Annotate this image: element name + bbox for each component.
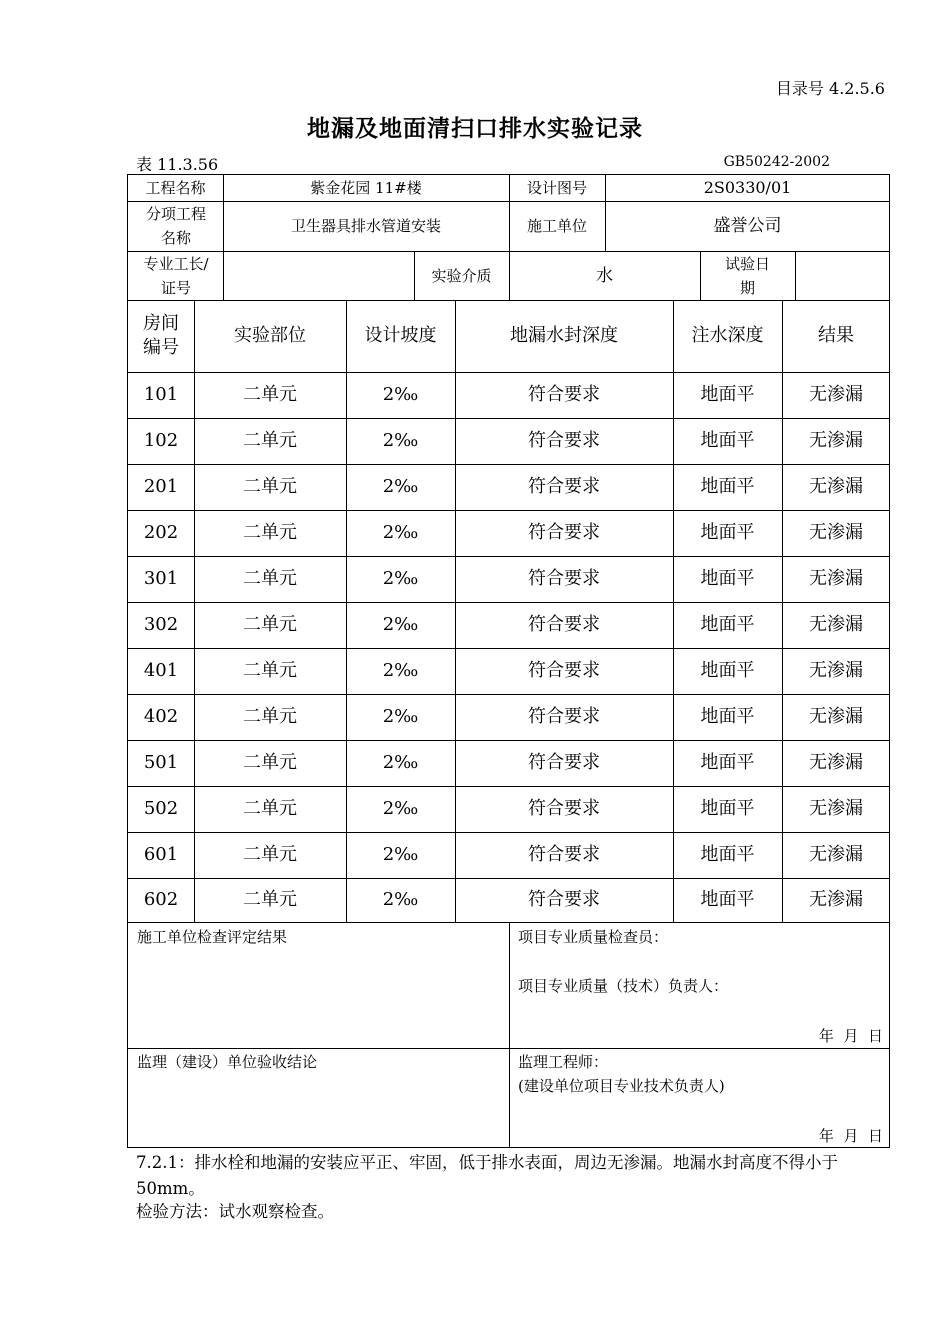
water-depth: 地面平 [700,706,755,727]
water-depth: 地面平 [700,568,755,589]
test-date-value [795,251,890,300]
col-room-number: 房间编号 [143,313,179,358]
supervision-label: 监理（建设）单位验收结论 [137,1053,318,1071]
standard-code: GB50242-2002 [723,154,830,170]
project-name-label: 工程名称 [145,179,206,197]
water-depth: 地面平 [700,844,755,865]
result: 无渗漏 [809,844,863,865]
design-drawing-value: 2S0330/01 [703,178,792,197]
test-part: 二单元 [243,798,297,819]
table-row [128,740,890,786]
seal-depth: 符合要求 [528,430,600,451]
test-medium-value: 水 [596,265,613,286]
catalog-number: 目录号 4.2.5.6 [775,79,885,98]
seal-depth: 符合要求 [528,660,600,681]
test-part: 二单元 [243,384,297,405]
table-row [128,464,890,510]
table-row [128,372,890,418]
test-part: 二单元 [243,614,297,635]
table-row [128,418,890,464]
seal-depth: 符合要求 [528,706,600,727]
room-number: 301 [143,568,179,589]
room-number: 502 [143,798,179,819]
test-part: 二单元 [243,752,297,773]
room-number: 102 [143,430,179,451]
design-slope: 2‰ [382,706,419,727]
seal-depth: 符合要求 [528,798,600,819]
seal-depth: 符合要求 [528,844,600,865]
foreman-value [223,251,414,300]
design-slope: 2‰ [382,844,419,865]
water-depth: 地面平 [700,384,755,405]
design-slope: 2‰ [382,384,419,405]
seal-depth: 符合要求 [528,889,600,910]
construction-result-label: 施工单位检查评定结果 [137,928,288,946]
design-slope: 2‰ [382,568,419,589]
test-part: 二单元 [243,568,297,589]
design-slope: 2‰ [382,889,419,910]
sub-project-value: 卫生器具排水管道安装 [290,217,441,235]
room-number: 202 [143,522,179,543]
table-number: 表 11.3.56 [136,155,219,174]
test-part: 二单元 [243,522,297,543]
design-slope: 2‰ [382,752,419,773]
room-number: 601 [143,844,179,865]
design-slope: 2‰ [382,476,419,497]
owner-tech-label: (建设单位项目专业技术负责人) [518,1077,725,1095]
page-title: 地漏及地面清扫口排水实验记录 [307,116,643,142]
result: 无渗漏 [809,660,863,681]
test-part: 二单元 [243,706,297,727]
col-result: 结果 [818,325,854,346]
test-part: 二单元 [243,660,297,681]
table-row [128,786,890,832]
seal-depth: 符合要求 [528,384,600,405]
col-design-slope: 设计坡度 [364,325,437,346]
test-part: 二单元 [243,889,297,910]
water-depth: 地面平 [700,614,755,635]
design-slope: 2‰ [382,430,419,451]
water-depth: 地面平 [700,798,755,819]
project-name-value: 紫金花园 11#楼 [310,179,422,197]
seal-depth: 符合要求 [528,568,600,589]
design-slope: 2‰ [382,660,419,681]
spec-note: 7.2.1：排水栓和地漏的安装应平正、牢固，低于排水表面，周边无渗漏。地漏水封高度不得小于 50mm。 [136,1153,838,1198]
test-part: 二单元 [243,476,297,497]
result: 无渗漏 [809,476,863,497]
room-number: 401 [143,660,179,681]
table-row [128,602,890,648]
test-date-label: 试验日期 [724,254,770,297]
test-medium-label: 实验介质 [431,266,492,285]
table-row [128,694,890,740]
result: 无渗漏 [809,889,863,910]
water-depth: 地面平 [700,660,755,681]
design-drawing-label: 设计图号 [526,179,587,197]
water-depth: 地面平 [700,752,755,773]
room-number: 101 [143,384,179,405]
result: 无渗漏 [809,752,863,773]
water-depth: 地面平 [700,889,755,910]
seal-depth: 符合要求 [528,522,600,543]
sub-project-label: 分项工程名称 [146,205,207,247]
inspection-method: 检验方法：试水观察检查。 [136,1202,334,1221]
result: 无渗漏 [809,384,863,405]
foreman-label: 专业工长/证号 [143,254,209,297]
col-seal-depth: 地漏水封深度 [510,325,618,346]
room-number: 501 [143,752,179,773]
table-row [128,556,890,602]
design-slope: 2‰ [382,522,419,543]
test-part: 二单元 [243,430,297,451]
room-number: 302 [143,614,179,635]
construction-unit-label: 施工单位 [526,217,587,235]
seal-depth: 符合要求 [528,752,600,773]
table-row [128,510,890,556]
col-water-depth: 注水深度 [691,325,764,346]
design-slope: 2‰ [382,614,419,635]
water-depth: 地面平 [700,522,755,543]
col-test-part: 实验部位 [234,325,306,346]
water-depth: 地面平 [700,476,755,497]
seal-depth: 符合要求 [528,476,600,497]
result: 无渗漏 [809,522,863,543]
room-number: 602 [143,889,179,910]
table-row [128,648,890,694]
result: 无渗漏 [809,568,863,589]
design-slope: 2‰ [382,798,419,819]
water-depth: 地面平 [700,430,755,451]
test-part: 二单元 [243,844,297,865]
table-row [128,878,890,922]
result: 无渗漏 [809,430,863,451]
record-table [127,174,890,1148]
seal-depth: 符合要求 [528,614,600,635]
result: 无渗漏 [809,798,863,819]
quality-inspector-label: 项目专业质量检查员： [518,928,669,946]
room-number: 402 [143,706,179,727]
table-row [128,832,890,878]
room-number: 201 [143,476,179,497]
construction-unit-value: 盛誉公司 [713,216,782,236]
date-label-supervision: 年 月 日 [818,1127,883,1145]
date-label-construction: 年 月 日 [818,1027,883,1045]
supervision-engineer-label: 监理工程师： [518,1053,609,1071]
result: 无渗漏 [809,614,863,635]
result: 无渗漏 [809,706,863,727]
quality-tech-label: 项目专业质量（技术）负责人： [518,977,729,995]
